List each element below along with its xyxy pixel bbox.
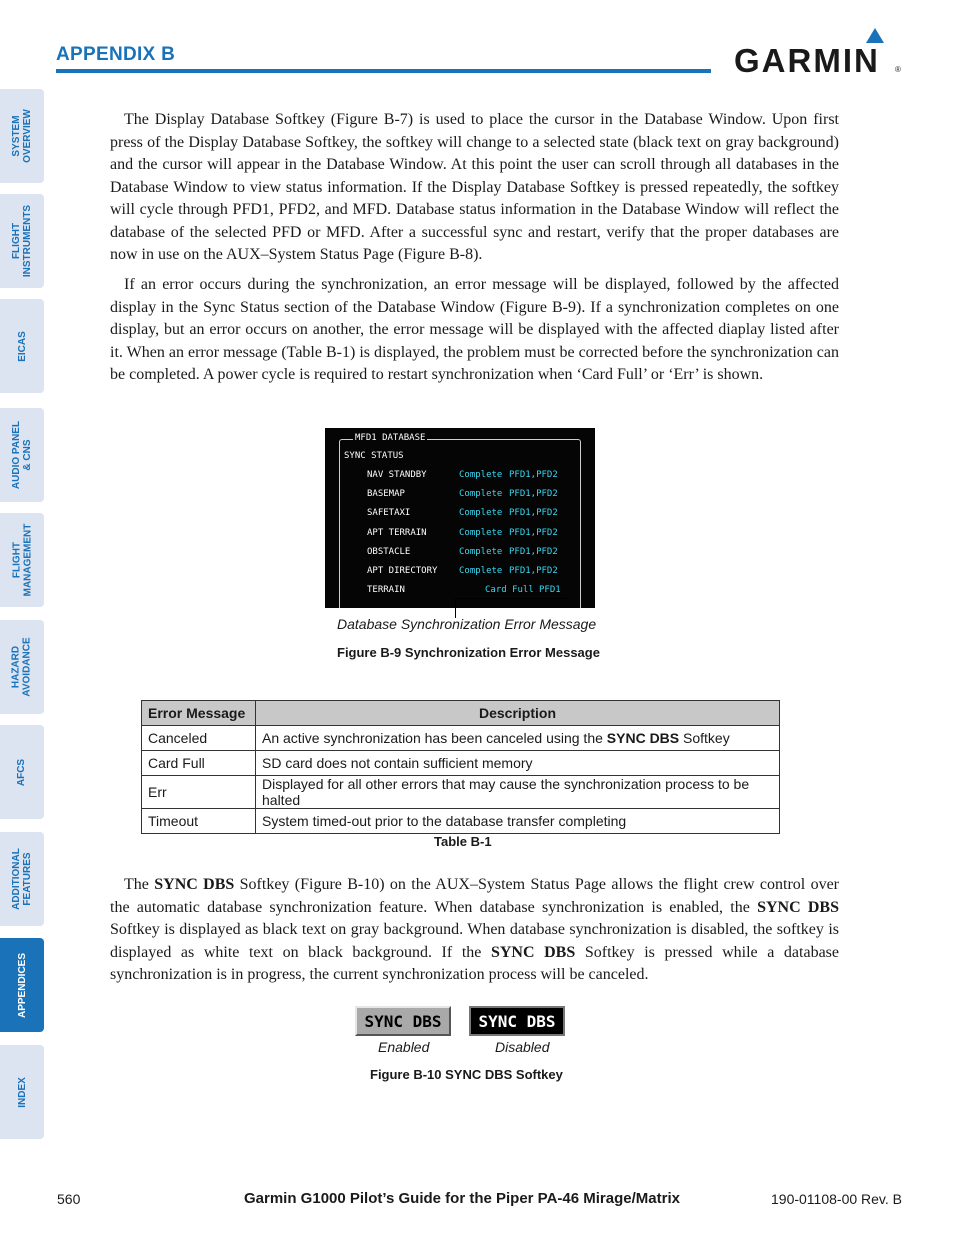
figure-b10-caption: Figure B-10 SYNC DBS Softkey bbox=[370, 1067, 563, 1082]
sync-row-status: Card Full bbox=[485, 585, 534, 595]
sync-row-status: Complete bbox=[459, 508, 503, 518]
column-header-error: Error Message bbox=[142, 701, 256, 726]
sync-row bbox=[325, 547, 595, 561]
sync-row-status: Complete bbox=[459, 470, 503, 480]
sync-row-displays: PFD1,PFD2 bbox=[509, 528, 558, 538]
error-message-callout: Database Synchronization Error Message bbox=[337, 616, 597, 632]
table-row bbox=[142, 751, 780, 776]
sync-row bbox=[325, 566, 595, 580]
mfd-database-window bbox=[325, 428, 595, 608]
sync-row-displays: PFD1,PFD2 bbox=[509, 566, 558, 576]
paragraph-text: Softkey is pressed while a database synchronization is in progress, the current synchronization process will be canceled. bbox=[110, 943, 840, 983]
callout-leader-vertical bbox=[455, 598, 456, 618]
paragraph-text: The bbox=[124, 876, 155, 893]
table-row bbox=[142, 726, 780, 751]
sync-row-database: NAV STANDBY bbox=[367, 470, 427, 480]
softkey-reference: SYNC DBS bbox=[606, 730, 680, 746]
sync-row-database: BASEMAP bbox=[367, 489, 405, 499]
document-number: 190-01108-00 Rev. B bbox=[771, 1191, 903, 1207]
sync-row-displays: PFD1 bbox=[539, 585, 561, 595]
sync-status-heading: SYNC STATUS bbox=[344, 451, 404, 461]
sync-row-database: APT DIRECTORY bbox=[367, 566, 438, 576]
description-text-end: Softkey bbox=[679, 730, 730, 746]
sync-row bbox=[325, 489, 595, 503]
description-text: An active synchronization has been canceled using the bbox=[262, 730, 607, 746]
tab-afcs[interactable] bbox=[0, 725, 44, 819]
paragraph-sync-error: If an error occurs during the synchronization, an error message will be displayed, followed by the affected display in the Sync Status section of the Database Window (Figure B-9). If a synchronization completes on one display, but an error occurs on another, the error message will be displayed with the affected diaplay listed after it. When an error message (Table B-1) is displayed, the problem must be corrected before the synchronization can be completed. A power cycle is required to restart synchronization when ‘Card Full’ or ‘Err’ is shown. bbox=[110, 276, 839, 383]
sync-row-status: Complete bbox=[459, 566, 503, 576]
tab-label: FLIGHT MANAGEMENT bbox=[11, 523, 33, 597]
sync-row-status: Complete bbox=[459, 547, 503, 557]
tab-system-overview[interactable] bbox=[0, 89, 44, 183]
garmin-logo-triangle bbox=[866, 28, 884, 43]
garmin-logo-registered: ® bbox=[895, 65, 901, 74]
tab-label: ADDITIONAL FEATURES bbox=[11, 848, 34, 910]
tab-hazard-avoidance[interactable] bbox=[0, 620, 44, 714]
sync-dbs-softkey-disabled[interactable]: SYNC DBS bbox=[469, 1006, 565, 1036]
table-b1-caption: Table B-1 bbox=[434, 834, 492, 849]
garmin-logo bbox=[734, 28, 904, 78]
sync-row-database: APT TERRAIN bbox=[367, 528, 427, 538]
softkey-reference: SYNC DBS bbox=[490, 943, 576, 961]
tab-label: SYSTEM OVERVIEW bbox=[11, 109, 33, 163]
tab-label: EICAS bbox=[16, 330, 28, 362]
sync-row-database: TERRAIN bbox=[367, 585, 405, 595]
error-message-table bbox=[141, 700, 780, 834]
description-cell: System timed-out prior to the database transfer completing bbox=[256, 809, 780, 834]
tab-label: AFCS bbox=[16, 758, 28, 786]
tab-flight-instruments[interactable] bbox=[0, 194, 44, 288]
tab-appendices[interactable] bbox=[0, 938, 44, 1032]
page-number: 560 bbox=[57, 1191, 81, 1207]
footer-title: Garmin G1000 Pilot’s Guide for the Piper PA-46 Mirage/Matrix bbox=[244, 1190, 680, 1207]
paragraph-text: Softkey is displayed as black text on gray background. When database synchronization is disabled, the softkey is displayed as white text on black background. If the bbox=[110, 921, 839, 961]
tab-label: AUDIO PANEL & CNS bbox=[11, 420, 33, 490]
sync-row bbox=[325, 470, 595, 484]
paragraph-text: Softkey (Figure B-10) on the AUX–System Status Page allows the flight crew control over the automatic database synchronization feature. When database synchronization is enabled, the bbox=[110, 876, 839, 916]
error-cell: Card Full bbox=[142, 751, 256, 776]
description-cell: Displayed for all other errors that may cause the synchronization process to be halted bbox=[256, 776, 780, 809]
paragraph-sync-dbs-softkey bbox=[110, 874, 839, 987]
sync-dbs-softkey-enabled[interactable]: SYNC DBS bbox=[355, 1006, 451, 1036]
tab-label: APPENDICES bbox=[16, 952, 28, 1018]
table-row bbox=[142, 809, 780, 834]
tab-index[interactable] bbox=[0, 1045, 44, 1139]
sync-row bbox=[325, 528, 595, 542]
sync-row bbox=[325, 508, 595, 522]
error-cell: Canceled bbox=[142, 726, 256, 751]
description-cell: SD card does not contain sufficient memory bbox=[256, 751, 780, 776]
sync-row-database: OBSTACLE bbox=[367, 547, 411, 557]
softkey-reference: SYNC DBS bbox=[154, 876, 235, 893]
figure-b9-caption: Figure B-9 Synchronization Error Message bbox=[337, 645, 600, 660]
sync-row-status: Complete bbox=[459, 489, 503, 499]
softkey-reference: SYNC DBS bbox=[757, 898, 840, 916]
callout-leader-horizontal bbox=[455, 598, 567, 599]
database-window-label: MFD1 DATABASE bbox=[355, 433, 426, 443]
column-header-description: Description bbox=[256, 701, 780, 726]
tab-label: FLIGHT INSTRUMENTS bbox=[11, 204, 34, 278]
database-window-frame bbox=[339, 439, 581, 608]
sync-row-displays: PFD1,PFD2 bbox=[509, 470, 558, 480]
description-cell bbox=[256, 726, 780, 751]
garmin-logo-text: GARMIN bbox=[734, 42, 880, 78]
tab-additional-features[interactable] bbox=[0, 832, 44, 926]
enabled-label: Enabled bbox=[378, 1039, 430, 1055]
sync-row-status: Complete bbox=[459, 528, 503, 538]
sync-row-displays: PFD1,PFD2 bbox=[509, 547, 558, 557]
tab-flight-management[interactable] bbox=[0, 513, 44, 607]
table-header-row bbox=[142, 701, 780, 726]
disabled-label: Disabled bbox=[495, 1039, 550, 1055]
sync-row-displays: PFD1,PFD2 bbox=[509, 508, 558, 518]
sync-row-database: SAFETAXI bbox=[367, 508, 411, 518]
tab-label: HAZARD AVOIDANCE bbox=[11, 637, 34, 697]
table-row bbox=[142, 776, 780, 809]
error-cell: Err bbox=[142, 776, 256, 809]
tab-eicas[interactable] bbox=[0, 299, 44, 393]
sync-row-displays: PFD1,PFD2 bbox=[509, 489, 558, 499]
header-rule bbox=[56, 69, 711, 73]
error-cell: Timeout bbox=[142, 809, 256, 834]
tab-audio-panel-cns[interactable] bbox=[0, 408, 44, 502]
section-title: APPENDIX B bbox=[56, 44, 176, 65]
tab-label: INDEX bbox=[16, 1076, 28, 1108]
sync-row bbox=[325, 585, 595, 599]
paragraph-display-database: The Display Database Softkey (Figure B-7) is used to place the cursor in the Database Window. Upon first press of the Display Database Softkey, the softkey will change to a selected state (black text on gray background) and the cursor will appear in the Database Window. At this point the user can scroll through all databases in the Database Window to view status information. If the Display Database Softkey is pressed repeatedly, the softkey will cycle through PFD1, PFD2, and MFD. Database status information in the Database Window will reflect the database of the selected PFD or MFD. After a successful sync and restart, verify that the proper databases are now in use on the AUX–System Status Page (Figure B-8). bbox=[110, 111, 839, 263]
